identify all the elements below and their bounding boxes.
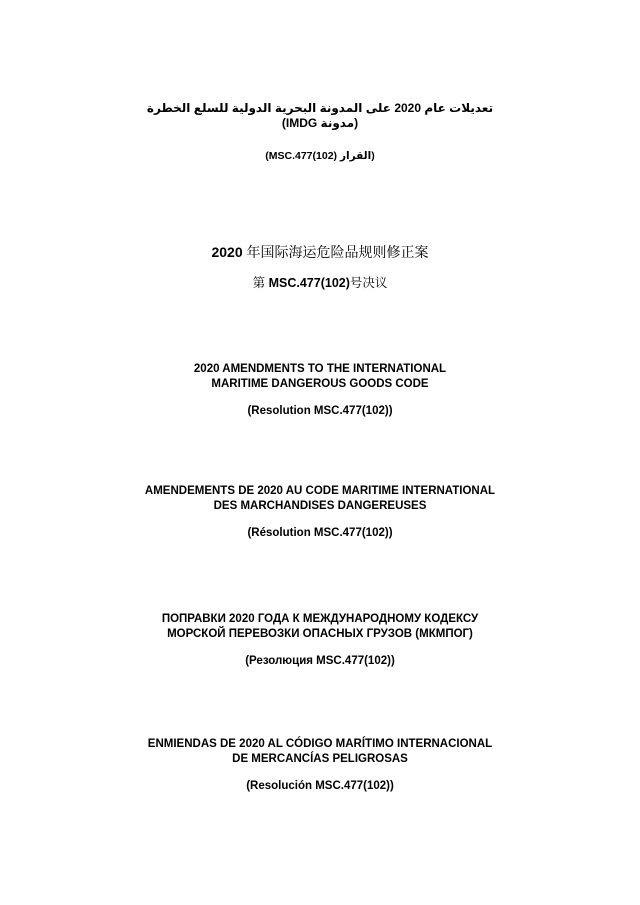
arabic-resolution: (القرار MSC.477(102)) xyxy=(265,150,375,162)
spanish-resolution: (Resolución MSC.477(102)) xyxy=(246,780,394,792)
spanish-section xyxy=(0,737,640,794)
russian-resolution: (Резолюция MSC.477(102)) xyxy=(245,655,395,667)
chinese-year: 2020 xyxy=(211,244,243,260)
english-title-line1: 2020 AMENDMENTS TO THE INTERNATIONAL xyxy=(193,363,447,375)
english-resolution: (Resolution MSC.477(102)) xyxy=(247,405,393,417)
french-resolution: (Résolution MSC.477(102)) xyxy=(247,527,393,539)
french-section xyxy=(0,484,640,541)
chinese-res-prefix: 第 xyxy=(252,276,266,290)
arabic-title-line1: تعديلات عام 2020 على المدونة البحرية الدولية للسلع الخطرة xyxy=(146,101,494,115)
spanish-title-line1: ENMIENDAS DE 2020 AL CÓDIGO MARÍTIMO INTERNACIONAL xyxy=(147,738,493,750)
russian-title-line2: МОРСКОЙ ПЕРЕВОЗКИ ОПАСНЫХ ГРУЗОВ (МКМПОГ) xyxy=(167,628,473,640)
russian-title-line1: ПОПРАВКИ 2020 ГОДА К МЕЖДУНАРОДНОМУ КОДЕКСУ xyxy=(161,613,479,625)
chinese-res-suffix: 号决议 xyxy=(349,276,388,290)
arabic-title-line2: (مدونة IMDG) xyxy=(281,116,359,130)
english-title-line2: MARITIME DANGEROUS GOODS CODE xyxy=(211,378,429,390)
spanish-title-line2: DE MERCANCÍAS PELIGROSAS xyxy=(232,753,408,765)
chinese-resolution xyxy=(0,275,640,291)
chinese-section xyxy=(0,243,640,291)
french-title-line2: DES MARCHANDISES DANGEREUSES xyxy=(213,500,427,512)
russian-section xyxy=(0,612,640,669)
chinese-res-number: MSC.477(102) xyxy=(268,276,350,290)
english-section xyxy=(0,362,640,419)
chinese-title-text: 年国际海运危险品规则修正案 xyxy=(246,244,429,260)
french-title-line1: AMENDEMENTS DE 2020 AU CODE MARITIME INTERNATIONAL xyxy=(144,485,496,497)
chinese-title xyxy=(0,243,640,261)
arabic-section xyxy=(0,101,640,164)
